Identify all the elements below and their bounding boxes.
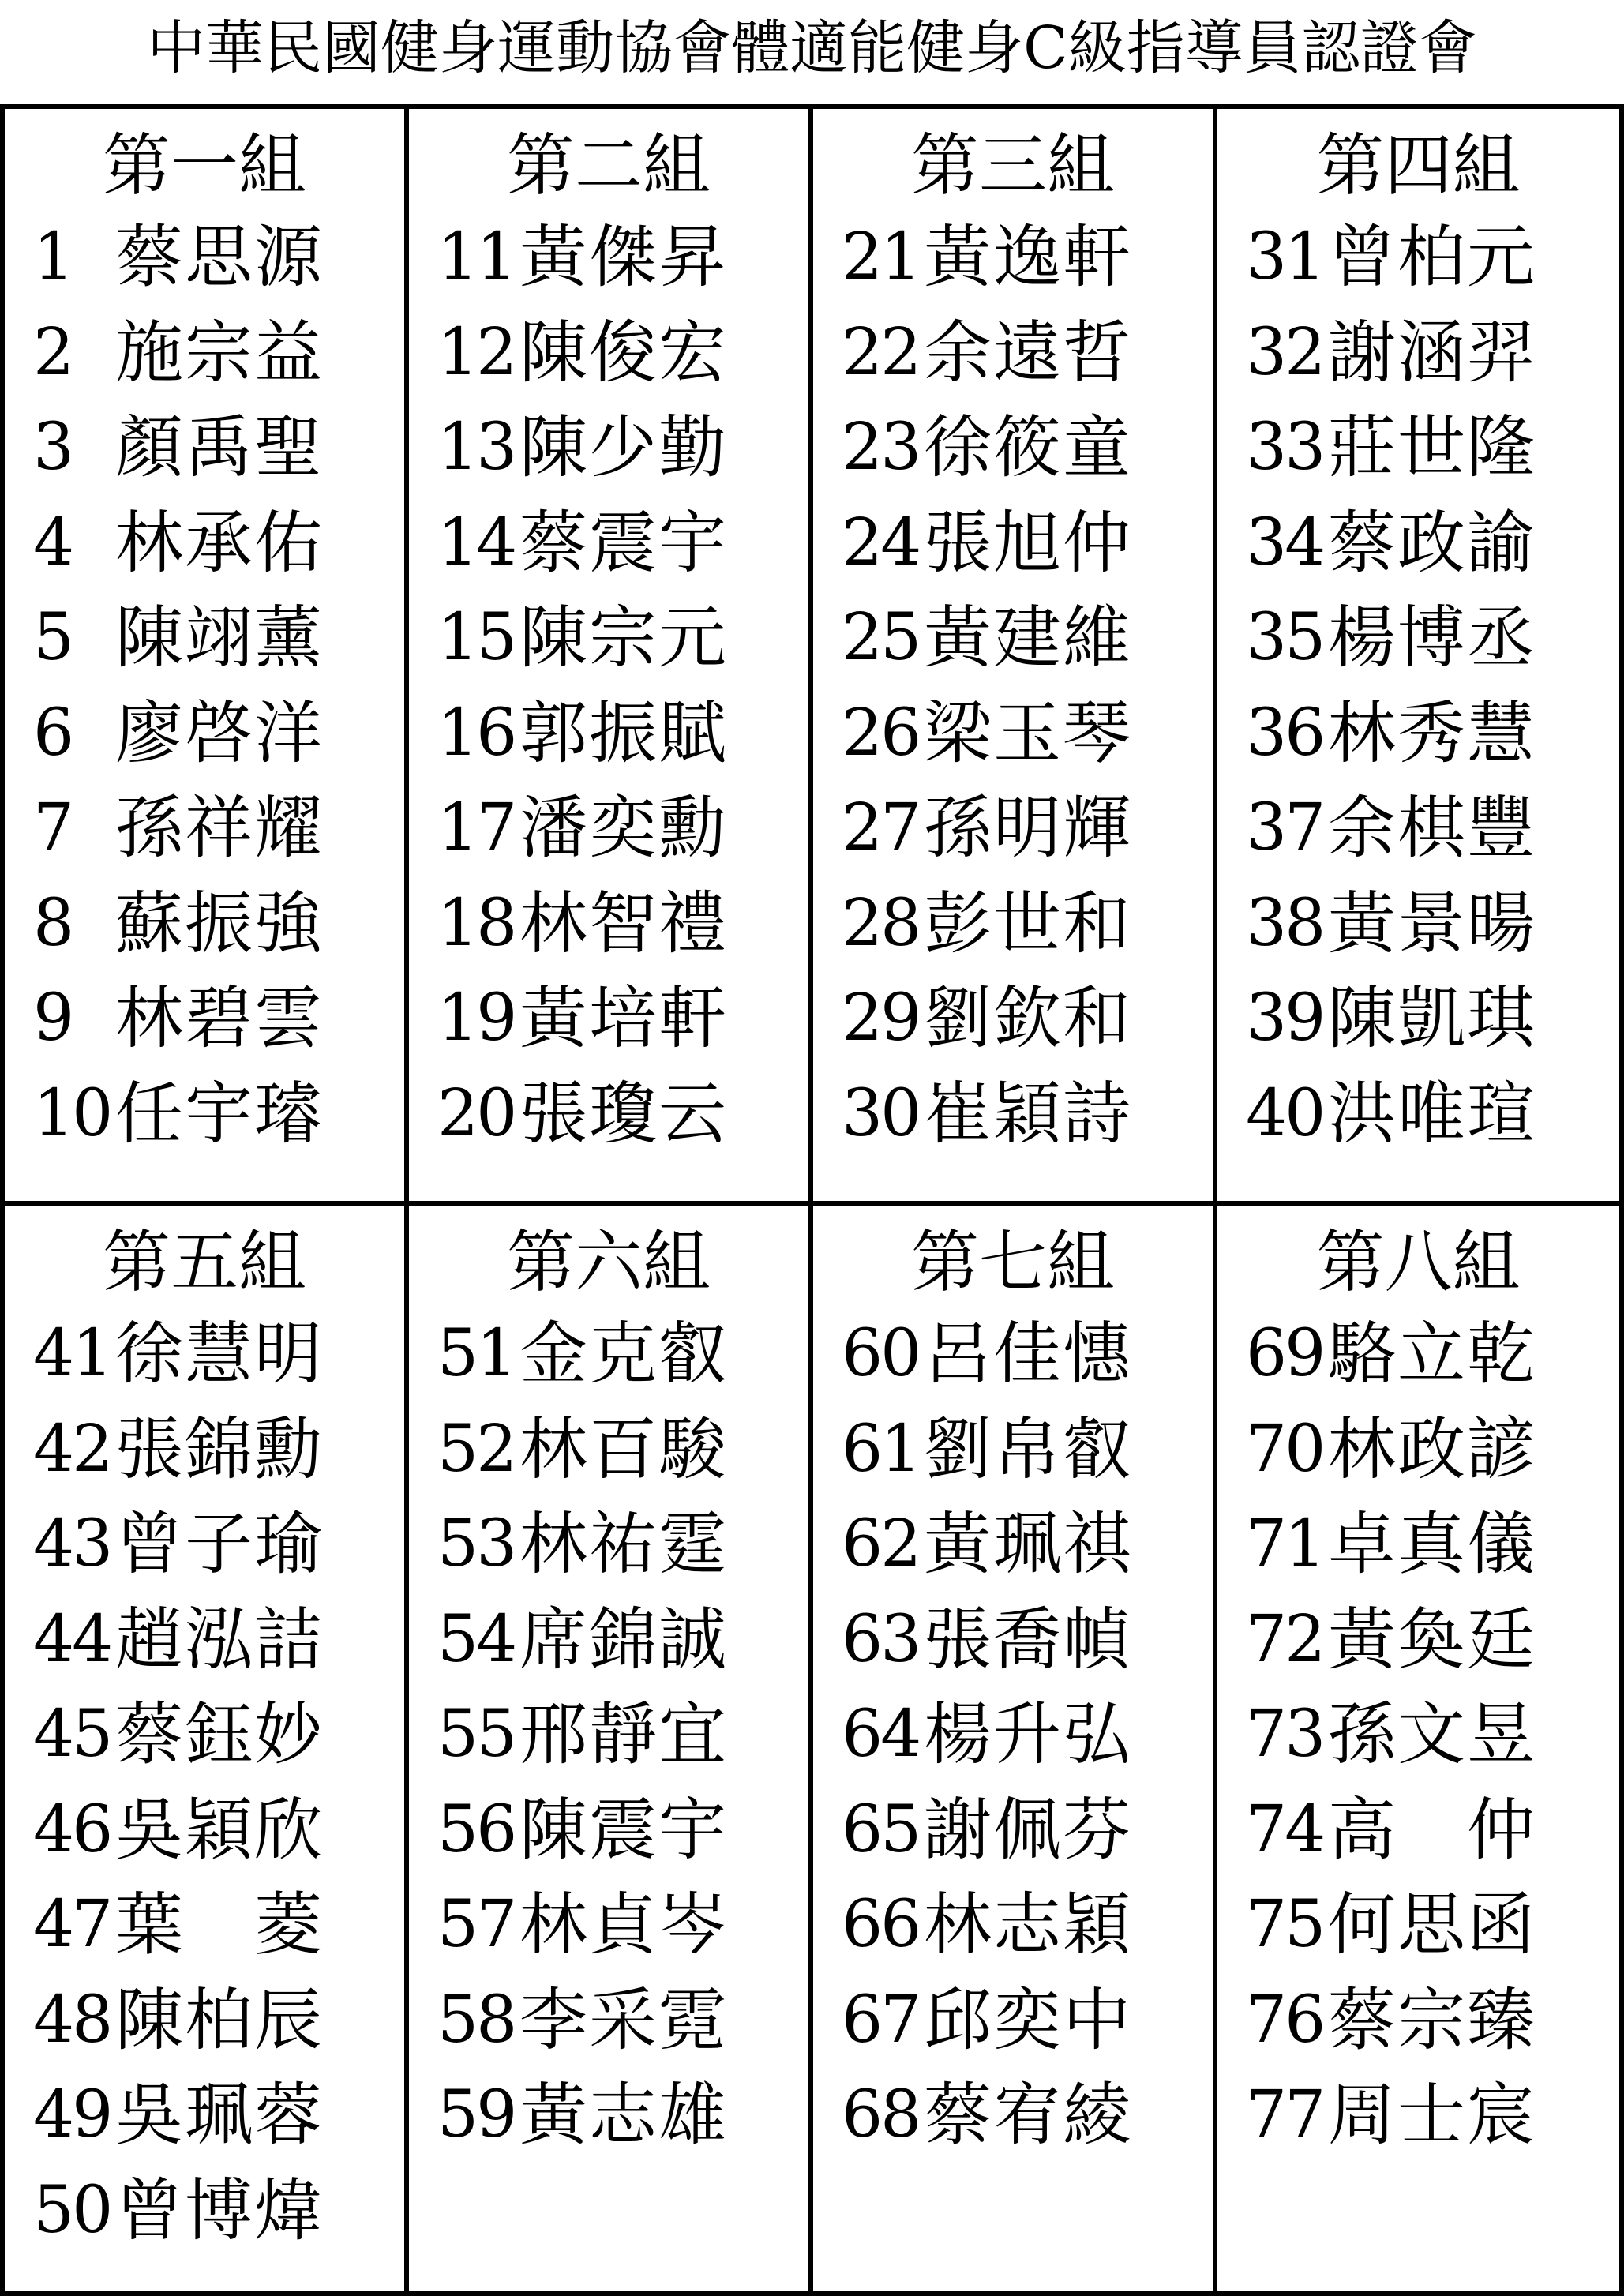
list-item [813,876,1213,972]
member-number: 37 [1246,790,1324,865]
list-item [409,2068,808,2163]
member-number: 49 [33,2077,111,2152]
member-number: 59 [437,2077,516,2152]
member-number: 64 [842,1697,920,1772]
member-name: 林承佑 [115,503,324,583]
list-item [1217,306,1619,401]
member-name: 林貞岑 [519,1885,728,1964]
member-number: 66 [842,1887,920,1962]
member-number: 56 [437,1791,516,1867]
member-number: 55 [437,1697,516,1772]
member-name: 劉欽和 [924,979,1132,1058]
group-cell [409,1206,813,2291]
member-number: 62 [842,1506,920,1581]
list-item [813,1067,1213,1162]
list-item [5,1593,404,1688]
member-name: 陳震宇 [519,1790,728,1870]
member-number: 1 [33,219,73,295]
member-name: 顏禹聖 [115,408,324,487]
member-name: 黃培軒 [519,979,728,1058]
member-name: 席錦誠 [519,1600,728,1679]
member-name: 金克叡 [519,1315,728,1394]
group-cell [813,109,1217,1206]
group-cell [1217,109,1619,1206]
member-number: 33 [1246,410,1324,485]
member-name: 黃志雄 [519,2076,728,2155]
member-name: 郭振賦 [519,693,728,773]
list-item [409,1973,808,2069]
member-number: 27 [842,790,920,865]
group-title: 第三組 [911,126,1115,205]
list-item [1217,1067,1619,1162]
member-name: 梁玉琴 [924,693,1132,773]
list-item [813,210,1213,306]
list-item [813,1687,1213,1783]
list-item [1217,971,1619,1067]
member-number: 69 [1246,1316,1324,1391]
list-item [5,781,404,876]
member-number: 24 [842,505,920,580]
member-name: 莊世隆 [1328,408,1536,487]
member-number: 40 [1246,1075,1324,1151]
list-item [813,306,1213,401]
list-item [1217,1687,1619,1783]
list-item [409,1593,808,1688]
group-title: 第七組 [911,1223,1115,1302]
list-item [813,971,1213,1067]
member-name: 陳俊宏 [519,313,728,392]
list-item [813,1593,1213,1688]
member-number: 67 [842,1982,920,2058]
group-cell [813,1206,1217,2291]
list-item [409,1687,808,1783]
list-item [409,1878,808,1973]
list-item [409,876,808,972]
list-item [5,686,404,782]
list-item [409,1783,808,1878]
member-number: 39 [1246,981,1324,1056]
member-number: 15 [437,600,516,675]
list-item [409,971,808,1067]
member-number: 16 [437,695,516,771]
member-name: 蔡鈺妙 [115,1695,324,1774]
member-list [409,210,808,1161]
list-item [1217,210,1619,306]
member-number: 74 [1246,1791,1324,1867]
member-name: 卓真儀 [1328,1505,1536,1584]
member-name: 楊博丞 [1328,598,1536,677]
member-name: 駱立乾 [1328,1315,1536,1394]
member-number: 12 [437,314,516,390]
member-number: 18 [437,885,516,961]
member-number: 72 [1246,1601,1324,1677]
member-number: 45 [33,1697,111,1772]
member-list [1217,210,1619,1161]
member-list [409,1307,808,2163]
member-name: 黃奐廷 [1328,1600,1536,1679]
list-item [409,1307,808,1402]
member-number: 14 [437,505,516,580]
member-number: 58 [437,1982,516,2058]
member-name: 蔡宥綾 [924,2076,1132,2155]
member-number: 70 [1246,1411,1324,1487]
list-item [813,591,1213,686]
member-name: 何思函 [1328,1885,1536,1964]
list-item [813,1402,1213,1498]
member-number: 41 [33,1316,111,1391]
list-item [5,1878,404,1973]
list-item [1217,1402,1619,1498]
member-name: 邢靜宜 [519,1695,728,1774]
member-name: 陳柏辰 [115,1980,324,2060]
member-name: 林志穎 [924,1885,1132,1964]
member-number: 48 [33,1982,111,2058]
group-title: 第一組 [103,126,306,205]
list-item [5,306,404,401]
list-item [1217,1593,1619,1688]
member-name: 林智禮 [519,884,728,963]
member-name: 葉 菱 [115,1885,324,1964]
member-number: 10 [33,1075,111,1151]
member-number: 31 [1246,219,1324,295]
list-item [5,1687,404,1783]
member-number: 35 [1246,600,1324,675]
member-name: 謝佩芬 [924,1790,1132,1870]
group-cell [1217,1206,1619,2291]
list-item [409,1497,808,1593]
list-item [813,400,1213,496]
member-number: 7 [33,790,73,865]
member-name: 李采霓 [519,1980,728,2060]
member-number: 60 [842,1316,920,1391]
list-item [1217,1497,1619,1593]
member-number: 13 [437,410,516,485]
group-table [0,104,1624,2296]
member-list [5,1307,404,2258]
group-cell [5,1206,409,2291]
member-name: 林秀慧 [1328,693,1536,773]
list-item [5,876,404,972]
member-number: 2 [33,314,73,390]
list-item [813,1973,1213,2069]
member-number: 21 [842,219,920,295]
member-number: 71 [1246,1506,1324,1581]
list-item [5,400,404,496]
member-name: 楊升弘 [924,1695,1132,1774]
member-name: 曾子瑜 [115,1505,324,1584]
member-number: 73 [1246,1697,1324,1772]
list-item [1217,400,1619,496]
group-cell [409,109,813,1206]
member-number: 38 [1246,885,1324,961]
member-number: 51 [437,1316,516,1391]
list-item [5,971,404,1067]
member-name: 蔡震宇 [519,503,728,583]
list-item [409,496,808,591]
member-number: 6 [33,695,73,771]
member-name: 崔穎詩 [924,1074,1132,1154]
member-name: 林百駿 [519,1409,728,1489]
list-item [1217,1973,1619,2069]
member-number: 5 [33,600,73,675]
list-item [1217,2068,1619,2163]
group-cell [5,109,409,1206]
member-name: 徐筱童 [924,408,1132,487]
member-number: 52 [437,1411,516,1487]
member-number: 77 [1246,2077,1324,2152]
list-item [813,686,1213,782]
member-name: 呂佳憓 [924,1315,1132,1394]
list-item [1217,1307,1619,1402]
member-name: 蔡思源 [115,218,324,297]
member-name: 高 仲 [1328,1790,1536,1870]
member-number: 53 [437,1506,516,1581]
list-item [5,496,404,591]
member-number: 8 [33,885,73,961]
list-item [409,1402,808,1498]
group-title: 第五組 [103,1223,306,1302]
member-name: 曾博煒 [115,2170,324,2250]
list-item [813,1497,1213,1593]
member-name: 施宗益 [115,313,324,392]
member-number: 57 [437,1887,516,1962]
list-item [409,591,808,686]
member-number: 61 [842,1411,920,1487]
member-number: 32 [1246,314,1324,390]
group-title: 第二組 [507,126,711,205]
member-name: 林政諺 [1328,1409,1536,1489]
member-name: 陳翊薰 [115,598,324,677]
member-name: 廖啓洋 [115,693,324,773]
list-item [5,2068,404,2163]
member-name: 陳宗元 [519,598,728,677]
member-number: 50 [33,2172,111,2248]
list-item [409,781,808,876]
list-item [1217,781,1619,876]
member-name: 余遠哲 [924,313,1132,392]
list-item [409,1067,808,1162]
member-number: 44 [33,1601,111,1677]
member-number: 29 [842,981,920,1056]
member-name: 黃逸軒 [924,218,1132,297]
list-item [5,1067,404,1162]
member-number: 30 [842,1075,920,1151]
member-name: 徐慧明 [115,1315,324,1394]
list-item [5,1497,404,1593]
member-number: 19 [437,981,516,1056]
member-name: 孫明輝 [924,789,1132,868]
member-number: 54 [437,1601,516,1677]
page-title: 中華民國健身運動協會體適能健身C級指導員認證會 [147,14,1477,82]
member-name: 余棋豐 [1328,789,1536,868]
list-item [813,2068,1213,2163]
member-name: 彭世和 [924,884,1132,963]
member-number: 26 [842,695,920,771]
member-number: 42 [33,1411,111,1487]
member-list [5,210,404,1161]
list-item [813,1307,1213,1402]
member-list [1217,1307,1619,2163]
member-number: 46 [33,1791,111,1867]
member-number: 36 [1246,695,1324,771]
member-name: 黃珮祺 [924,1505,1132,1584]
member-number: 4 [33,505,73,580]
member-name: 陳凱琪 [1328,979,1536,1058]
list-item [1217,1878,1619,1973]
member-name: 孫文昱 [1328,1695,1536,1774]
member-number: 76 [1246,1982,1324,2058]
member-name: 洪唯瑄 [1328,1074,1536,1154]
member-name: 黃傑昇 [519,218,728,297]
list-item [813,1878,1213,1973]
list-item [1217,591,1619,686]
member-name: 謝涵羿 [1328,313,1536,392]
member-number: 17 [437,790,516,865]
list-item [5,591,404,686]
member-number: 23 [842,410,920,485]
member-number: 28 [842,885,920,961]
member-number: 3 [33,410,73,485]
member-name: 吳穎欣 [115,1790,324,1870]
member-name: 潘奕勳 [519,789,728,868]
list-item [409,686,808,782]
member-name: 張喬幀 [924,1600,1132,1679]
list-item [813,781,1213,876]
member-name: 林碧雲 [115,979,324,1058]
list-item [5,210,404,306]
member-number: 9 [33,981,73,1056]
list-item [1217,686,1619,782]
member-name: 周士宸 [1328,2076,1536,2155]
list-item [409,400,808,496]
member-number: 25 [842,600,920,675]
list-item [5,1307,404,1402]
list-item [813,1783,1213,1878]
member-number: 43 [33,1506,111,1581]
member-name: 曾柏元 [1328,218,1536,297]
group-title: 第四組 [1316,126,1521,205]
list-item [1217,496,1619,591]
member-list [813,1307,1213,2163]
member-name: 蔡政諭 [1328,503,1536,583]
member-number: 68 [842,2077,920,2152]
member-name: 陳少勤 [519,408,728,487]
member-name: 黃建維 [924,598,1132,677]
member-name: 林祐霆 [519,1505,728,1584]
member-name: 劉帛叡 [924,1409,1132,1489]
member-number: 47 [33,1887,111,1962]
member-number: 63 [842,1601,920,1677]
list-item [5,1783,404,1878]
member-number: 20 [437,1075,516,1151]
member-number: 65 [842,1791,920,1867]
member-number: 75 [1246,1887,1324,1962]
group-title: 第八組 [1316,1223,1521,1302]
member-list [813,210,1213,1161]
member-name: 蘇振強 [115,884,324,963]
list-item [813,496,1213,591]
list-item [1217,1783,1619,1878]
member-name: 黃景暘 [1328,884,1536,963]
list-item [409,306,808,401]
group-title: 第六組 [507,1223,711,1302]
member-name: 孫祥耀 [115,789,324,868]
member-name: 張旭仲 [924,503,1132,583]
member-name: 趙泓詰 [115,1600,324,1679]
list-item [5,1973,404,2069]
member-name: 吳珮蓉 [115,2076,324,2155]
list-item [409,210,808,306]
member-number: 34 [1246,505,1324,580]
member-number: 22 [842,314,920,390]
list-item [5,2163,404,2259]
member-name: 邱奕中 [924,1980,1132,2060]
member-name: 張錦勳 [115,1409,324,1489]
member-name: 張瓊云 [519,1074,728,1154]
list-item [5,1402,404,1498]
member-name: 任宇璿 [115,1074,324,1154]
member-number: 11 [437,219,516,295]
list-item [1217,876,1619,972]
member-name: 蔡宗臻 [1328,1980,1536,2060]
